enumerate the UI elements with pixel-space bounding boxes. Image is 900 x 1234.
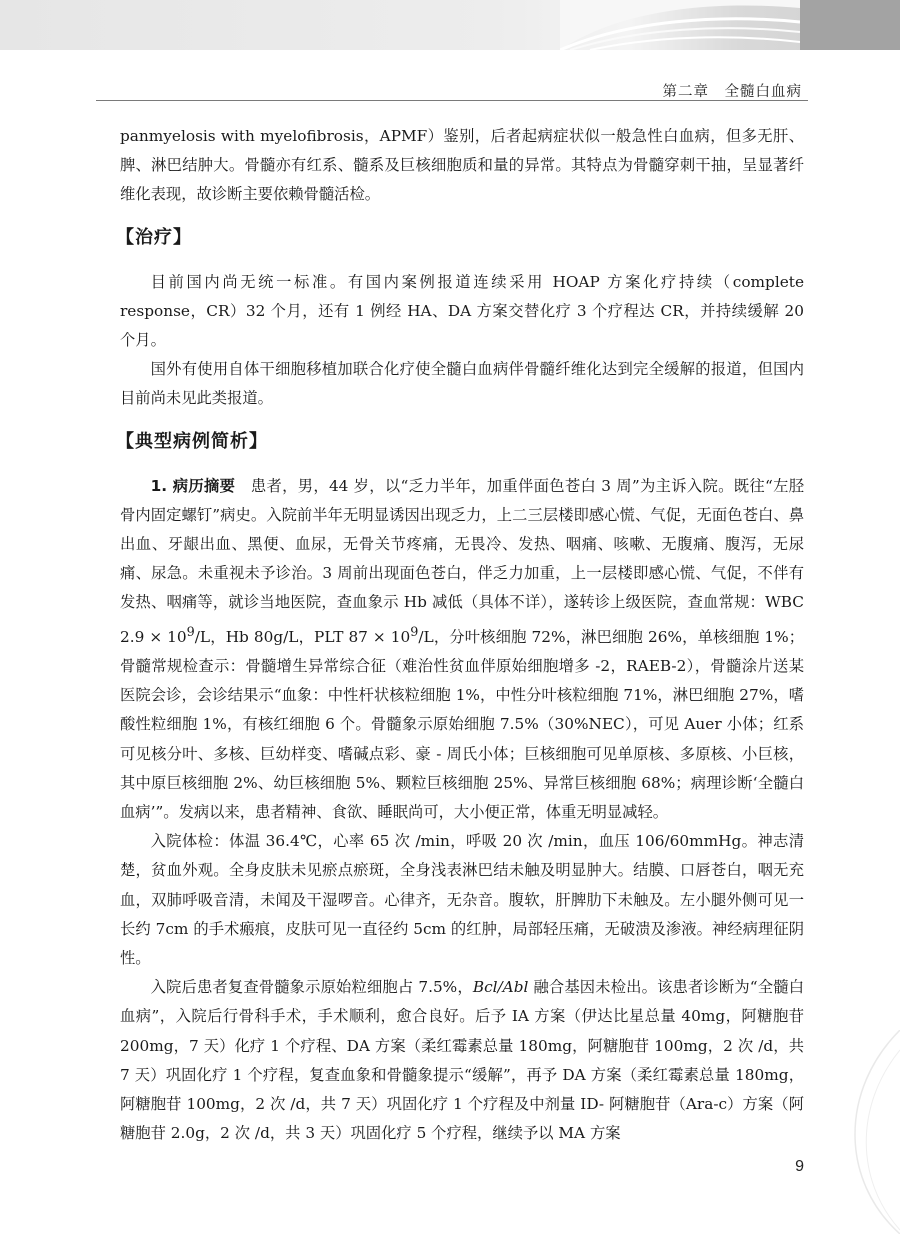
treatment-course-text-b: 融合基因未检出。该患者诊断为“全髓白血病”，入院后行骨科手术，手术顺利，愈合良好。后予 IA 方案（伊达比星总量 40mg，阿糖胞苷 200mg，7 天）化疗 1 个疗程、DA 方案（柔红霉素总量 180mg，阿糖胞苷 100mg，2 次 /d，共 7 天）巩固化疗 1 个疗程，复查血象和骨髓象提示“缓解”，再予 DA 方案（柔红霉素总量 180mg，阿糖胞苷 100mg，2 次 /d，共 7 天）巩固化疗 1 个疗程及中剂量 ID- 阿糖胞苷（Ara-c）方案（阿糖胞苷 2.0g，2 次 /d，共 3 天）巩固化疗 5 个疗程，继续予以 MA 方案 [120,978,804,1143]
case-summary-text-b: /L，Hb 80g/L，PLT 87 × 10 [194,627,411,646]
section-heading-case: 【典型病例简析】 [116,430,268,452]
header-rule [96,100,808,101]
running-head: 第二章 全髓白血病 [662,84,802,100]
case-summary-label: 1. 病历摘要 [150,476,236,495]
superscript-9: 9 [410,624,419,640]
corner-arc-decoration [820,1030,900,1234]
gene-name: Bcl/Abl [472,978,529,997]
header-dark-block [800,0,900,50]
treatment-course-text-a: 入院后患者复查骨髓象示原始粒细胞占 7.5%， [150,978,473,997]
paragraph-treatment-course [120,973,804,1148]
page-number: 9 [795,1158,804,1175]
section-heading-treatment: 【治疗】 [116,226,192,248]
superscript-9: 9 [186,624,195,640]
paragraph-case-summary [120,472,804,828]
paragraph-treatment-domestic: 目前国内尚无统一标准。有国内案例报道连续采用 HOAP 方案化疗持续（complete response，CR）32 个月，还有 1 例经 HA、DA 方案交替化疗 3 个疗程达 CR，并持续缓解 20 个月。 [120,272,804,350]
case-summary-text-a: 患者，男，44 岁，以“乏力半年，加重伴面色苍白 3 周”为主诉入院。既往“左胫骨内固定螺钉”病史。入院前半年无明显诱因出现乏力，上二三层楼即感心慌、气促，无面色苍白、鼻出血、牙龈出血、黑便、血尿，无骨关节疼痛，无畏冷、发热、咽痛、咳嗽、无腹痛、腹泻，无尿痛、尿急。未重视未予诊治。3 周前出现面色苍白，伴乏力加重，上一层楼即感心慌、气促，不伴有发热、咽痛等，就诊当地医院，查血象示 Hb 减低（具体不详），遂转诊上级医院，查血常规：WBC 2.9 × 10 [120,476,805,646]
paragraph-apmf: panmyelosis with myelofibrosis，APMF）鉴别，后者起病症状似一般急性白血病，但多无肝、脾、淋巴结肿大。骨髓亦有红系、髓系及巨核细胞质和量的异常。其特点为骨髓穿刺干抽，呈显著纤维化表现，故诊断主要依赖骨髓活检。 [120,127,804,204]
paragraph-treatment-foreign: 国外有使用自体干细胞移植加联合化疗使全髓白血病伴骨髓纤维化达到完全缓解的报道，但国内目前尚未见此类报道。 [120,360,804,408]
header-swoosh-decoration [560,0,800,50]
paragraph-physical-exam: 入院体检：体温 36.4℃，心率 65 次 /min，呼吸 20 次 /min，血压 106/60mmHg。神志清楚，贫血外观。全身皮肤未见瘀点瘀斑，全身浅表淋巴结未触及明显肿大。结膜、口唇苍白，咽无充血，双肺呼吸音清，未闻及干湿啰音。心律齐，无杂音。腹软，肝脾肋下未触及。左小腿外侧可见一长约 7cm 的手术瘢痕，皮肤可见一直径约 5cm 的红肿，局部轻压痛，无破溃及渗液。神经病理征阴性。 [120,832,804,967]
page-body [116,122,805,1148]
case-summary-text-c: /L，分叶核细胞 72%，淋巴细胞 26%，单核细胞 1%；骨髓常规检查示：骨髓增生异常综合征（难治性贫血伴原始细胞增多 -2，RAEB-2），骨髓涂片送某医院会诊，会诊结果示“血象：中性杆状核粒细胞 1%，中性分叶核粒细胞 71%，淋巴细胞 27%，嗜酸性粒细胞 1%，有核红细胞 6 个。骨髓象示原始细胞 7.5%（30%NEC），可见 Auer 小体；红系可见核分叶、多核、巨幼样变、嗜碱点彩、豪 - 周氏小体；巨核细胞可见单原核、多原核、小巨核，其中原巨核细胞 2%、幼巨核细胞 5%、颗粒巨核细胞 25%、异常巨核细胞 68%；病理诊断‘全髓白血病’”。发病以来，患者精神、食欲、睡眠尚可，大小便正常，体重无明显减轻。 [120,627,804,821]
